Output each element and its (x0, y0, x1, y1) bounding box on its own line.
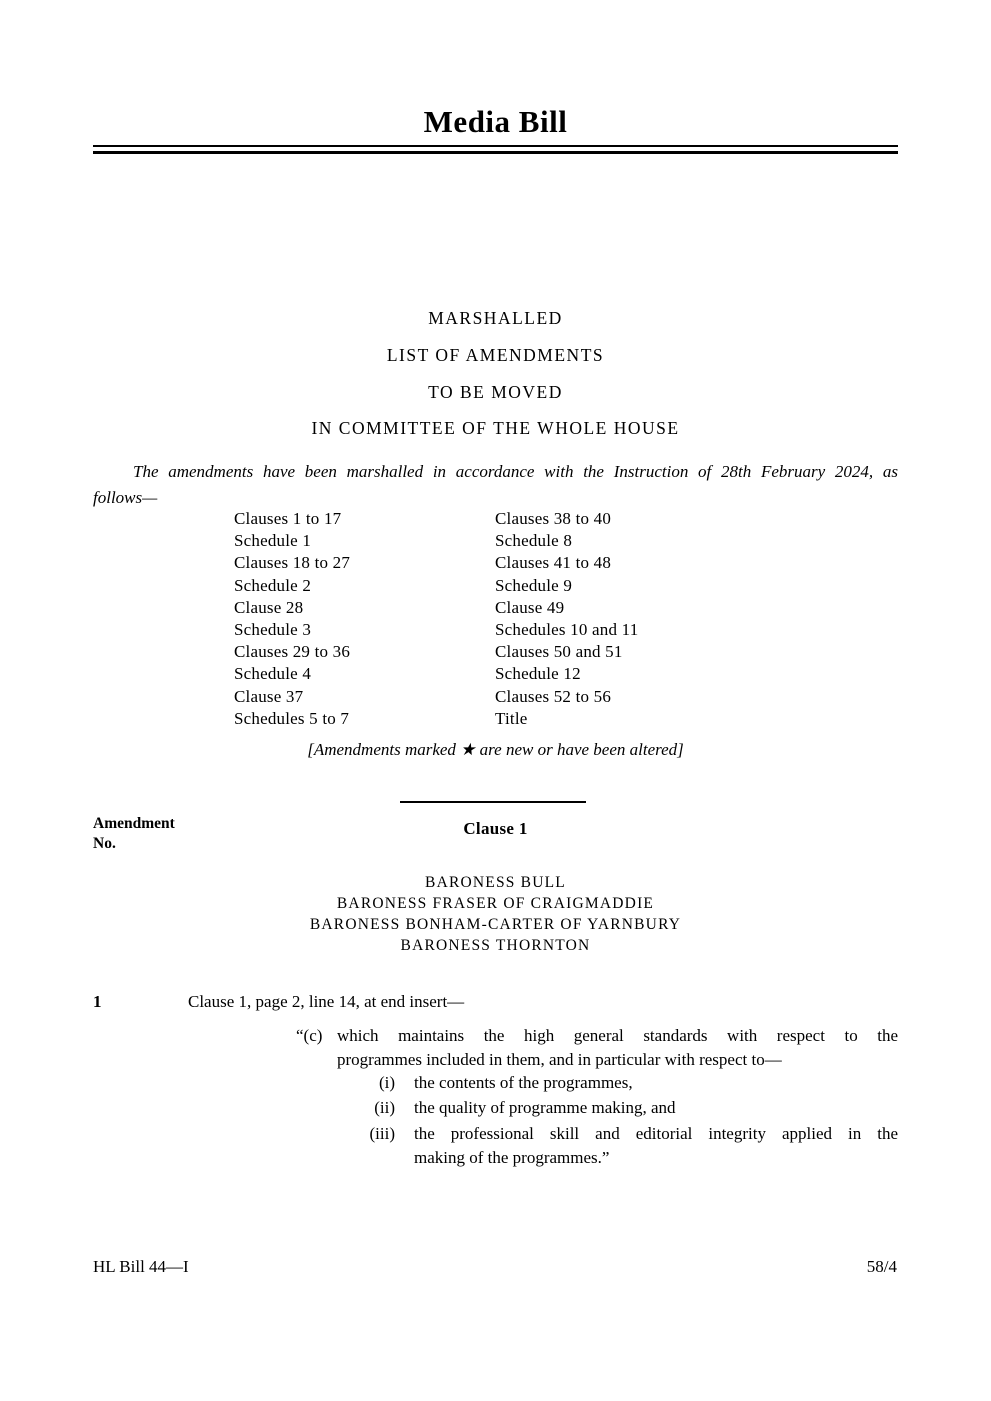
subitem-ii (296, 1096, 898, 1120)
star-legend-note: [Amendments marked ★ are new or have been altered] (307, 740, 684, 759)
section-divider-rule (400, 801, 586, 803)
marshalling-order-right (495, 508, 638, 730)
order-item: Clauses 29 to 36 (234, 642, 351, 662)
subitem-i (296, 1071, 898, 1095)
page-title: Media Bill (423, 104, 568, 139)
document-headings (0, 300, 991, 447)
subitem-iii (296, 1122, 898, 1169)
order-item: Clause 37 (234, 686, 304, 706)
order-item: Clauses 50 and 51 (495, 642, 623, 662)
sponsor-name: BARONESS FRASER OF CRAIGMADDIE (336, 895, 655, 912)
sponsor-name: BARONESS BONHAM-CARTER OF YARNBURY (309, 916, 682, 933)
subitem-text: the contents of the programmes, (414, 1073, 633, 1092)
order-item: Schedule 2 (234, 575, 312, 595)
footer-bill-reference: HL Bill 44—I (93, 1257, 189, 1276)
order-item: Schedule 9 (495, 575, 573, 595)
heading-to-be-moved: TO BE MOVED (428, 381, 563, 402)
order-item: Schedules 10 and 11 (495, 620, 639, 640)
marshalling-order-left (234, 508, 350, 730)
heading-list-of-amendments: LIST OF AMENDMENTS (386, 344, 605, 365)
sponsor-list (0, 872, 991, 956)
marshalling-note-line: follows— (93, 488, 158, 507)
order-item: Schedules 5 to 7 (234, 708, 350, 728)
order-item: Clause 49 (495, 597, 565, 617)
clause-heading: Clause 1 (463, 819, 528, 838)
order-item: Schedule 12 (495, 664, 581, 684)
paragraph-marker: “(c) (296, 1026, 323, 1045)
order-item: Schedule 8 (495, 531, 573, 551)
subitem-text: the quality of programme making, and (414, 1098, 676, 1117)
amendment-number: 1 (93, 992, 102, 1011)
order-item: Schedule 1 (234, 531, 312, 551)
inserted-paragraph-c (296, 1024, 898, 1071)
marshalling-note-line: The amendments have been marshalled in accordance with the Instruction of 28th February 2024, as (133, 462, 898, 481)
subitem-text: the professional skill and editorial integrity applied in the making of the programmes.” (414, 1124, 898, 1167)
order-item: Schedule 3 (234, 620, 312, 640)
footer-page-reference: 58/4 (866, 1257, 897, 1276)
marshalling-note (93, 459, 898, 511)
title-double-rule (93, 145, 898, 154)
order-item: Schedule 4 (234, 664, 312, 684)
subitem-marker: (iii) (369, 1124, 395, 1143)
order-item: Clauses 52 to 56 (495, 686, 612, 706)
order-item: Clauses 18 to 27 (234, 553, 351, 573)
heading-marshalled: MARSHALLED (428, 308, 563, 328)
order-item: Title (495, 708, 528, 728)
subitem-marker: (i) (378, 1073, 395, 1092)
order-item: Clauses 1 to 17 (234, 509, 342, 528)
amendment-number-column-label: Amendment No. (93, 815, 175, 852)
amendment-instruction: Clause 1, page 2, line 14, at end insert— (188, 992, 465, 1011)
order-item: Clause 28 (234, 597, 304, 617)
order-item: Clauses 41 to 48 (495, 553, 612, 573)
heading-committee: IN COMMITTEE OF THE WHOLE HOUSE (311, 418, 680, 439)
sponsor-name: BARONESS THORNTON (400, 937, 591, 954)
sponsor-name: BARONESS BULL (425, 874, 566, 891)
order-item: Clauses 38 to 40 (495, 509, 612, 528)
paragraph-text: which maintains the high general standards with respect to the programmes included in them, and in particular with respect to— (337, 1026, 898, 1069)
subitem-marker: (ii) (374, 1098, 395, 1117)
